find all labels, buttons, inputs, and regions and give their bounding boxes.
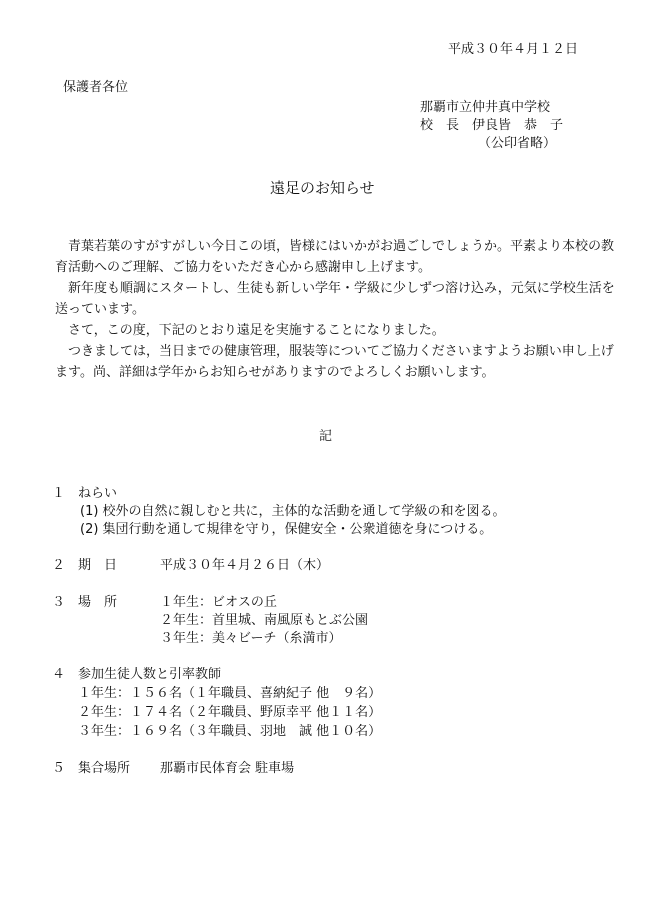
item-label: ねらい <box>78 486 118 501</box>
item-value: 那覇市民体育会 駐車場 <box>160 761 295 776</box>
item-number: ４ <box>52 667 66 682</box>
place-row: ２年生：首里城、南風原もとぶ公園 <box>160 613 369 628</box>
item-number: ３ <box>52 595 66 610</box>
item-label: 集合場所 <box>78 761 131 776</box>
item-number: １ <box>52 486 66 501</box>
sender-principal: 校 長 伊良皆 恭 子 <box>420 118 564 133</box>
body-paragraph: 青葉若葉のすがすがしい今日この頃，皆様にはいかがお過ごしでしょうか。平素より本校の教育活動へのご理解、ご協力をいただき心から感謝申し上げます。 <box>55 239 615 275</box>
place-row: ３年生：美々ビーチ（糸満市） <box>160 631 342 646</box>
document-date: 平成３０年４月１２日 <box>448 42 579 57</box>
seal-note: （公印省略） <box>478 136 557 151</box>
item-value: 平成３０年４月２６日（木） <box>160 558 330 573</box>
ki-heading: 記 <box>319 429 333 444</box>
sender-school: 那覇市立仲井真中学校 <box>420 100 551 115</box>
document-title: 遠足のお知らせ <box>270 179 375 197</box>
body-paragraph: つきましては，当日までの健康管理，服装等についてご協力くださいますようお願い申し上げます。尚、詳細は学年からお知らせがありますのでよろしくお願いします。 <box>55 344 614 380</box>
recipient: 保護者各位 <box>63 80 129 95</box>
place-row: １年生：ビオスの丘 <box>160 595 277 610</box>
item-label: 場 所 <box>78 595 118 610</box>
aim-point: (1) 校外の自然に親しむと共に，主体的な活動を通して学級の和を図る。 <box>80 504 506 519</box>
body-paragraph: 新年度も順調にスタートし、生徒も新しい学年・学級に少しずつ溶け込み，元気に学校生活を送っています。 <box>55 281 615 317</box>
item-label: 参加生徒人数と引率教師 <box>78 667 222 682</box>
item-number: ２ <box>52 558 66 573</box>
item-number: ５ <box>52 761 66 776</box>
item-label: 期 日 <box>78 558 118 573</box>
participants-row: ３年生：１６９名（３年職員、羽地 誠 他１０名） <box>78 724 382 739</box>
participants-row: １年生：１５６名（１年職員、喜納紀子 他 ９名） <box>78 686 382 701</box>
aim-point: (2) 集団行動を通して規律を守り，保健安全・公衆道徳を身につける。 <box>80 522 493 537</box>
participants-row: ２年生：１７４名（２年職員、野原幸平 他１１名） <box>78 705 382 720</box>
body-paragraph: さて，この度，下記のとおり遠足を実施することになりました。 <box>68 323 445 338</box>
